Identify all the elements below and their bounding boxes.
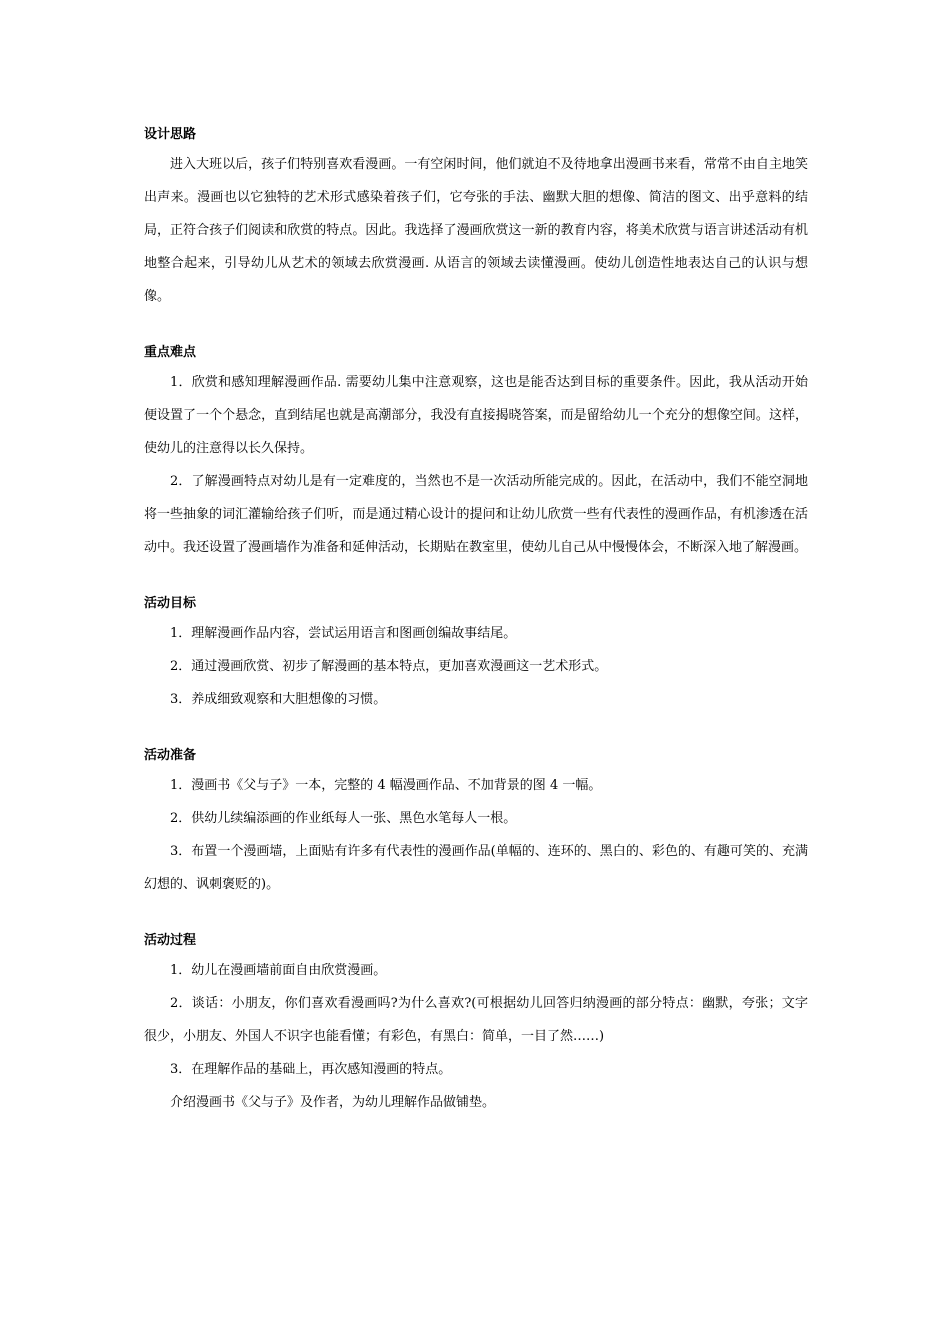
paragraph: 介绍漫画书《父与子》及作者，为幼儿理解作品做铺垫。 <box>170 1095 496 1110</box>
section-title: 活动准备 <box>144 748 197 763</box>
paragraph: 进入大班以后，孩子们特别喜欢看漫画。一有空闲时间，他们就迫不及待地拿出漫画书来看，常常不由自主地笑出声来。漫画也以它独特的艺术形式感染着孩子们，它夸张的手法、幽默大胆的想像、简洁的图文、出乎意料的结局，正符合孩子们阅读和欣赏的特点。因此。我选择了漫画欣赏这一新的教育内容，将美术欣赏与语言讲述活动有机地整合起来，引导幼儿从艺术的领域去欣赏漫画. 从语言的领域去读懂漫画。使幼儿创造性地表达自己的认识与想像。 <box>144 157 808 304</box>
list-item: 2．供幼儿续编添画的作业纸每人一张、黑色水笔每人一根。 <box>170 811 517 826</box>
section-gap <box>144 564 808 591</box>
section-key-points <box>144 340 808 564</box>
section-goals <box>144 591 808 716</box>
section-title: 重点难点 <box>144 345 197 360</box>
section-process <box>144 928 808 1119</box>
section-title: 活动目标 <box>144 596 197 611</box>
list-item: 3．布置一个漫画墙，上面贴有许多有代表性的漫画作品(单幅的、连环的、黑白的、彩色的、有趣可笑的、充满幻想的、讽刺褒贬的)。 <box>144 844 808 892</box>
list-item: 2．通过漫画欣赏、初步了解漫画的基本特点，更加喜欢漫画这一艺术形式。 <box>170 659 608 674</box>
section-title: 设计思路 <box>144 127 197 142</box>
section-title: 活动过程 <box>144 933 197 948</box>
document-page <box>144 122 808 1119</box>
section-design-idea <box>144 122 808 313</box>
section-gap <box>144 313 808 340</box>
list-item: 1．理解漫画作品内容，尝试运用语言和图画创编故事结尾。 <box>170 626 517 641</box>
section-gap <box>144 901 808 928</box>
section-preparation <box>144 743 808 901</box>
list-item: 1．幼儿在漫画墙前面自由欣赏漫画。 <box>170 963 387 978</box>
list-item: 3．在理解作品的基础上，再次感知漫画的特点。 <box>170 1062 452 1077</box>
list-item: 2．谈话：小朋友，你们喜欢看漫画吗?为什么喜欢?(可根据幼儿回答归纳漫画的部分特点：幽默，夸张；文字很少，小朋友、外国人不识字也能看懂；有彩色，有黑白：简单，一目了然……) <box>144 996 808 1044</box>
section-gap <box>144 716 808 743</box>
paragraph: 1．欣赏和感知理解漫画作品. 需要幼儿集中注意观察，这也是能否达到目标的重要条件。因此，我从活动开始便设置了一个个悬念，直到结尾也就是高潮部分，我没有直接揭晓答案，而是留给幼儿一个充分的想像空间。这样，使幼儿的注意得以长久保持。 <box>144 375 808 456</box>
list-item: 1．漫画书《父与子》一本，完整的 4 幅漫画作品、不加背景的图 4 一幅。 <box>170 778 602 793</box>
paragraph: 2．了解漫画特点对幼儿是有一定难度的，当然也不是一次活动所能完成的。因此，在活动中，我们不能空洞地将一些抽象的词汇灌输给孩子们听，而是通过精心设计的提问和让幼儿欣赏一些有代表性的漫画作品，有机渗透在活动中。我还设置了漫画墙作为准备和延伸活动，长期贴在教室里，使幼儿自己从中慢慢体会，不断深入地了解漫画。 <box>144 474 808 555</box>
list-item: 3．养成细致观察和大胆想像的习惯。 <box>170 692 387 707</box>
